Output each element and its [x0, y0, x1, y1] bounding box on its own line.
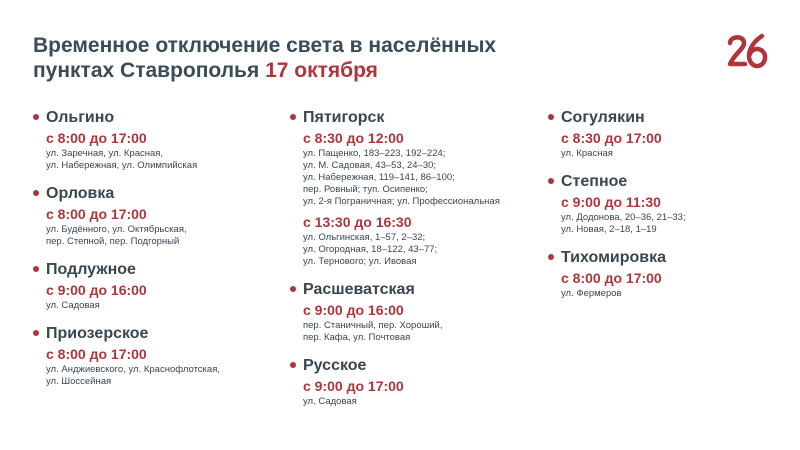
outage-time: с 8:00 до 17:00: [46, 346, 147, 362]
street-list: [46, 148, 273, 172]
region-26-logo-icon: [726, 33, 770, 69]
outage-slot: [33, 282, 273, 312]
bullet-dot-icon: [290, 362, 296, 368]
outage-time: с 9:00 до 17:00: [303, 378, 404, 394]
street-list: [561, 148, 788, 160]
locality-name: [548, 248, 788, 267]
street-line: ул. Красная: [561, 148, 613, 159]
bullet-dot-icon: [33, 330, 39, 336]
street-line: пер. Кафа, ул. Почтовая: [303, 332, 411, 343]
locality-name: [290, 280, 530, 299]
outage-slot: [548, 270, 788, 300]
street-line: ул. 2-я Пограничная; ул. Профессиональная: [303, 196, 500, 207]
locality-name: [290, 108, 530, 127]
bullet-dot-icon: [548, 254, 554, 260]
locality-name-text: Русское: [303, 357, 367, 374]
street-list: [46, 300, 273, 312]
outage-time: с 8:30 до 12:00: [303, 130, 404, 146]
outage-slot: [290, 378, 530, 408]
locality-name: [33, 260, 273, 279]
locality-name-text: Расшеватская: [303, 281, 415, 298]
outage-slot: [33, 130, 273, 172]
outage-time: с 8:00 до 17:00: [561, 270, 662, 286]
street-line: ул. Фермеров: [561, 288, 622, 299]
outage-slot: [290, 214, 530, 268]
street-line: ул. Анджиевского, ул. Краснофлотская,: [46, 364, 220, 375]
bullet-dot-icon: [290, 114, 296, 120]
street-list: [303, 396, 530, 408]
street-line: ул. Набережная, 119–141, 86–100;: [303, 172, 455, 183]
locality-entry: [290, 356, 530, 408]
title-line-2: [33, 58, 593, 83]
locality-entry: [33, 324, 273, 388]
locality-entry: [33, 184, 273, 248]
locality-entry: [33, 260, 273, 312]
street-list: [46, 364, 273, 388]
bullet-dot-icon: [548, 178, 554, 184]
title-line-2-text: пунктах Ставрополья: [33, 59, 266, 82]
outage-slot: [548, 130, 788, 160]
locality-name-text: Согулякин: [561, 109, 645, 126]
street-list: [561, 212, 788, 236]
locality-name: [33, 324, 273, 343]
locality-name: [548, 172, 788, 191]
locality-name-text: Ольгино: [46, 109, 115, 126]
street-line: ул. Шоссейная: [46, 376, 112, 387]
column-1: [33, 108, 273, 400]
column-3: [548, 108, 788, 312]
page-title: [33, 33, 593, 83]
street-line: ул. Пащенко, 183–223, 192–224;: [303, 148, 446, 159]
street-line: пер. Станичный, пер. Хороший,: [303, 320, 443, 331]
street-list: [303, 148, 530, 208]
street-list: [561, 288, 788, 300]
street-line: ул. Садовая: [303, 396, 357, 407]
street-line: ул. Набережная, ул. Олимпийская: [46, 160, 198, 171]
street-list: [46, 224, 273, 248]
street-line: ул. М. Садовая, 43–53, 24–30;: [303, 160, 437, 171]
bullet-dot-icon: [33, 266, 39, 272]
column-2: [290, 108, 530, 420]
locality-name-text: Тихомировка: [561, 249, 667, 266]
street-line: ул. Будённого, ул. Октябрьская,: [46, 224, 187, 235]
locality-name-text: Подлужное: [46, 261, 136, 278]
street-line: ул. Садовая: [46, 300, 100, 311]
outage-slot: [33, 346, 273, 388]
locality-name-text: Степное: [561, 173, 628, 190]
locality-name: [548, 108, 788, 127]
street-line: ул. Ольгинская, 1–57, 2–32;: [303, 232, 426, 243]
locality-name-text: Приозерское: [46, 325, 149, 342]
outage-time: с 9:00 до 16:00: [46, 282, 147, 298]
outage-slot: [33, 206, 273, 248]
title-line-1: Временное отключение света в населённых: [33, 34, 497, 57]
street-line: пер. Степной, пер. Подгорный: [46, 236, 180, 247]
locality-entry: [548, 108, 788, 160]
outage-time: с 13:30 до 16:30: [303, 214, 412, 230]
street-line: ул. Додонова, 20–36, 21–33;: [561, 212, 686, 223]
locality-name-text: Пятигорск: [303, 109, 385, 126]
locality-name: [33, 184, 273, 203]
bullet-dot-icon: [548, 114, 554, 120]
locality-name: [290, 356, 530, 375]
street-line: ул. Новая, 2–18, 1–19: [561, 224, 657, 235]
locality-entry: [290, 108, 530, 268]
outage-slot: [290, 130, 530, 208]
locality-entry: [548, 172, 788, 236]
outage-time: с 9:00 до 11:30: [561, 194, 661, 210]
street-list: [303, 232, 530, 268]
locality-name-text: Орловка: [46, 185, 115, 202]
bullet-dot-icon: [290, 286, 296, 292]
bullet-dot-icon: [33, 190, 39, 196]
locality-entry: [548, 248, 788, 300]
street-line: ул. Заречная, ул. Красная,: [46, 148, 164, 159]
locality-entry: [290, 280, 530, 344]
outage-slot: [290, 302, 530, 344]
street-line: ул. Огородная, 18–122, 43–77;: [303, 244, 438, 255]
locality-entry: [33, 108, 273, 172]
outage-time: с 8:30 до 17:00: [561, 130, 662, 146]
locality-name: [33, 108, 273, 127]
street-list: [303, 320, 530, 344]
outage-slot: [548, 194, 788, 236]
outage-time: с 8:00 до 17:00: [46, 130, 147, 146]
street-line: пер. Ровный; туп. Осипенко;: [303, 184, 428, 195]
street-line: ул. Тернового; ул. Ивовая: [303, 256, 417, 267]
outage-time: с 8:00 до 17:00: [46, 206, 147, 222]
title-date: 17 октября: [265, 59, 378, 82]
outage-time: с 9:00 до 16:00: [303, 302, 404, 318]
bullet-dot-icon: [33, 114, 39, 120]
